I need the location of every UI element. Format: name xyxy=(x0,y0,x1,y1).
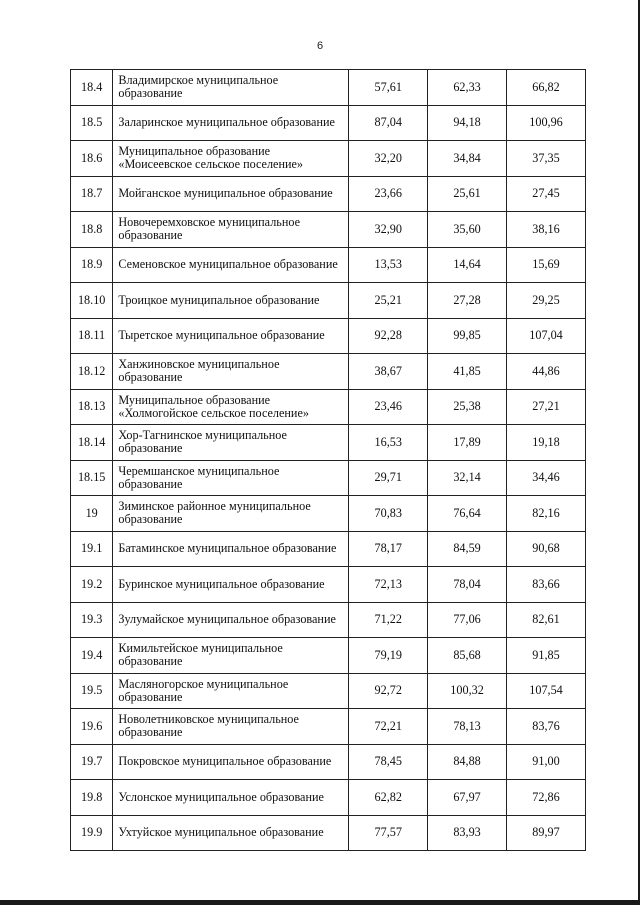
table-row xyxy=(71,602,586,638)
municipality-name-cell: Троицкое муниципальное образование xyxy=(113,283,349,319)
municipality-name-cell: Муниципальное образование «Моисеевское сельское поселение» xyxy=(113,141,349,177)
scan-edge-bottom xyxy=(0,900,640,905)
value-1-cell: 32,20 xyxy=(349,141,428,177)
value-3-cell: 107,54 xyxy=(507,673,586,709)
municipality-name-cell: Ханжиновское муниципальное образование xyxy=(113,354,349,390)
table-row xyxy=(71,425,586,461)
value-2-cell: 27,28 xyxy=(428,283,507,319)
table-row xyxy=(71,354,586,390)
municipality-name-cell: Черемшанское муниципальное образование xyxy=(113,460,349,496)
municipality-name-cell: Ухтуйское муниципальное образование xyxy=(113,815,349,851)
municipality-name-cell: Семеновское муниципальное образование xyxy=(113,247,349,283)
table-row xyxy=(71,141,586,177)
value-1-cell: 62,82 xyxy=(349,780,428,816)
value-2-cell: 14,64 xyxy=(428,247,507,283)
table-row xyxy=(71,389,586,425)
row-number-cell: 19.1 xyxy=(71,531,113,567)
municipality-name-cell: Услонское муниципальное образование xyxy=(113,780,349,816)
value-3-cell: 90,68 xyxy=(507,531,586,567)
page-number: 6 xyxy=(316,40,324,52)
row-number-cell: 19 xyxy=(71,496,113,532)
row-number-cell: 19.9 xyxy=(71,815,113,851)
value-2-cell: 84,88 xyxy=(428,744,507,780)
row-number-cell: 18.14 xyxy=(71,425,113,461)
municipality-name-cell: Мойганское муниципальное образование xyxy=(113,176,349,212)
row-number-cell: 18.8 xyxy=(71,212,113,248)
municipality-name-cell: Покровское муниципальное образование xyxy=(113,744,349,780)
table-row xyxy=(71,638,586,674)
value-3-cell: 91,00 xyxy=(507,744,586,780)
value-3-cell: 44,86 xyxy=(507,354,586,390)
value-1-cell: 57,61 xyxy=(349,70,428,106)
municipality-name-cell: Тыретское муниципальное образование xyxy=(113,318,349,354)
value-3-cell: 83,66 xyxy=(507,567,586,603)
value-2-cell: 94,18 xyxy=(428,105,507,141)
value-2-cell: 34,84 xyxy=(428,141,507,177)
value-3-cell: 66,82 xyxy=(507,70,586,106)
municipality-name-cell: Новочеремховское муниципальное образование xyxy=(113,212,349,248)
table-row xyxy=(71,780,586,816)
row-number-cell: 19.2 xyxy=(71,567,113,603)
value-1-cell: 32,90 xyxy=(349,212,428,248)
table-body xyxy=(71,70,586,851)
value-2-cell: 25,38 xyxy=(428,389,507,425)
value-3-cell: 72,86 xyxy=(507,780,586,816)
value-1-cell: 71,22 xyxy=(349,602,428,638)
value-1-cell: 25,21 xyxy=(349,283,428,319)
table-row xyxy=(71,567,586,603)
value-3-cell: 82,61 xyxy=(507,602,586,638)
row-number-cell: 18.15 xyxy=(71,460,113,496)
municipality-name-cell: Масляногорское муниципальное образование xyxy=(113,673,349,709)
value-1-cell: 38,67 xyxy=(349,354,428,390)
value-1-cell: 23,46 xyxy=(349,389,428,425)
row-number-cell: 18.12 xyxy=(71,354,113,390)
value-2-cell: 41,85 xyxy=(428,354,507,390)
value-2-cell: 100,32 xyxy=(428,673,507,709)
value-3-cell: 37,35 xyxy=(507,141,586,177)
value-3-cell: 82,16 xyxy=(507,496,586,532)
value-3-cell: 89,97 xyxy=(507,815,586,851)
municipality-name-cell: Новолетниковское муниципальное образование xyxy=(113,709,349,745)
value-1-cell: 79,19 xyxy=(349,638,428,674)
value-1-cell: 72,13 xyxy=(349,567,428,603)
value-1-cell: 70,83 xyxy=(349,496,428,532)
row-number-cell: 19.3 xyxy=(71,602,113,638)
municipality-name-cell: Зулумайское муниципальное образование xyxy=(113,602,349,638)
row-number-cell: 18.13 xyxy=(71,389,113,425)
value-1-cell: 87,04 xyxy=(349,105,428,141)
row-number-cell: 18.5 xyxy=(71,105,113,141)
value-2-cell: 25,61 xyxy=(428,176,507,212)
value-1-cell: 92,72 xyxy=(349,673,428,709)
value-3-cell: 34,46 xyxy=(507,460,586,496)
row-number-cell: 19.8 xyxy=(71,780,113,816)
municipality-name-cell: Зиминское районное муниципальное образование xyxy=(113,496,349,532)
row-number-cell: 19.4 xyxy=(71,638,113,674)
row-number-cell: 18.11 xyxy=(71,318,113,354)
value-3-cell: 91,85 xyxy=(507,638,586,674)
value-1-cell: 78,45 xyxy=(349,744,428,780)
row-number-cell: 18.4 xyxy=(71,70,113,106)
table-row xyxy=(71,815,586,851)
value-2-cell: 77,06 xyxy=(428,602,507,638)
table-row xyxy=(71,105,586,141)
value-1-cell: 78,17 xyxy=(349,531,428,567)
municipality-name-cell: Батаминское муниципальное образование xyxy=(113,531,349,567)
value-2-cell: 83,93 xyxy=(428,815,507,851)
value-3-cell: 19,18 xyxy=(507,425,586,461)
value-2-cell: 76,64 xyxy=(428,496,507,532)
table-row xyxy=(71,744,586,780)
row-number-cell: 18.7 xyxy=(71,176,113,212)
value-1-cell: 16,53 xyxy=(349,425,428,461)
table-row xyxy=(71,673,586,709)
value-2-cell: 17,89 xyxy=(428,425,507,461)
row-number-cell: 19.5 xyxy=(71,673,113,709)
municipality-name-cell: Хор-Тагнинское муниципальное образование xyxy=(113,425,349,461)
municipality-name-cell: Муниципальное образование «Холмогойское сельское поселение» xyxy=(113,389,349,425)
data-table xyxy=(70,69,586,851)
value-1-cell: 77,57 xyxy=(349,815,428,851)
row-number-cell: 19.6 xyxy=(71,709,113,745)
value-3-cell: 83,76 xyxy=(507,709,586,745)
value-2-cell: 78,04 xyxy=(428,567,507,603)
value-3-cell: 27,45 xyxy=(507,176,586,212)
value-3-cell: 38,16 xyxy=(507,212,586,248)
municipality-name-cell: Владимирское муниципальное образование xyxy=(113,70,349,106)
value-2-cell: 78,13 xyxy=(428,709,507,745)
table-row xyxy=(71,212,586,248)
value-2-cell: 32,14 xyxy=(428,460,507,496)
municipality-name-cell: Буринское муниципальное образование xyxy=(113,567,349,603)
row-number-cell: 18.10 xyxy=(71,283,113,319)
value-1-cell: 13,53 xyxy=(349,247,428,283)
table-row xyxy=(71,176,586,212)
row-number-cell: 18.6 xyxy=(71,141,113,177)
table-row xyxy=(71,247,586,283)
value-1-cell: 23,66 xyxy=(349,176,428,212)
value-1-cell: 72,21 xyxy=(349,709,428,745)
row-number-cell: 18.9 xyxy=(71,247,113,283)
municipality-name-cell: Заларинское муниципальное образование xyxy=(113,105,349,141)
value-1-cell: 92,28 xyxy=(349,318,428,354)
table-row xyxy=(71,70,586,106)
row-number-cell: 19.7 xyxy=(71,744,113,780)
value-2-cell: 85,68 xyxy=(428,638,507,674)
table-row xyxy=(71,318,586,354)
table-row xyxy=(71,496,586,532)
table-row xyxy=(71,460,586,496)
value-3-cell: 29,25 xyxy=(507,283,586,319)
value-2-cell: 35,60 xyxy=(428,212,507,248)
value-3-cell: 27,21 xyxy=(507,389,586,425)
table-row xyxy=(71,283,586,319)
value-3-cell: 100,96 xyxy=(507,105,586,141)
table-row xyxy=(71,531,586,567)
value-2-cell: 84,59 xyxy=(428,531,507,567)
value-2-cell: 67,97 xyxy=(428,780,507,816)
municipality-name-cell: Кимильтейское муниципальное образование xyxy=(113,638,349,674)
value-2-cell: 99,85 xyxy=(428,318,507,354)
value-3-cell: 15,69 xyxy=(507,247,586,283)
value-1-cell: 29,71 xyxy=(349,460,428,496)
value-2-cell: 62,33 xyxy=(428,70,507,106)
value-3-cell: 107,04 xyxy=(507,318,586,354)
table-row xyxy=(71,709,586,745)
